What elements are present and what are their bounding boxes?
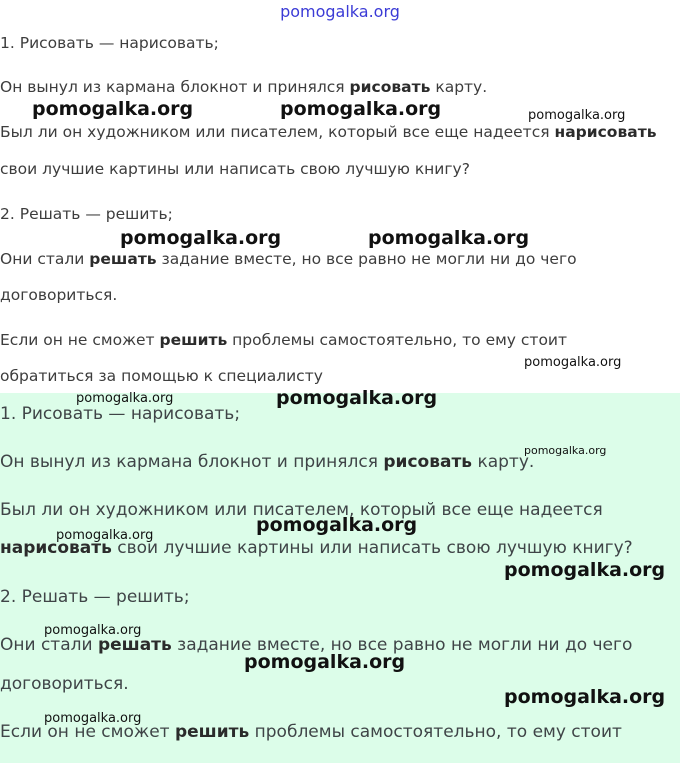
sentence-1: Он вынул из кармана блокнот и принялся рисовать карту. [0,78,488,96]
sentence-4: Если он не сможет решить проблемы самостоятельно, то ему стоит [0,722,622,742]
watermark: pomogalka.org [504,686,666,708]
sentence-2: Был ли он художником или писателем, который все еще надеется нарисовать [0,123,657,141]
sentence-3-cont: договориться. [0,286,118,304]
sentence-1: Он вынул из кармана блокнот и принялся рисовать карту. [0,452,535,472]
sentence-2-cont: нарисовать свои лучшие картины или написать свою лучшую книгу? [0,538,633,558]
sentence-2-cont: свои лучшие картины или написать свою лучшую книгу? [0,160,470,178]
heading-1: 1. Рисовать — нарисовать; [0,34,219,52]
heading-1: 1. Рисовать — нарисовать; [0,404,241,424]
watermark: pomogalka.org [524,355,622,370]
watermark: pomogalka.org [32,98,194,120]
watermark: pomogalka.org [76,391,174,406]
watermark: pomogalka.org [276,387,438,409]
answer-block-1 [0,26,680,394]
sentence-3: Они стали решать задание вместе, но все равно не могли ни до чего [0,250,577,268]
site-link[interactable]: pomogalka.org [280,2,400,21]
watermark: pomogalka.org [56,528,154,543]
sentence-4: Если он не сможет решить проблемы самостоятельно, то ему стоит [0,331,568,349]
watermark: pomogalka.org [256,514,418,536]
watermark: pomogalka.org [504,559,666,581]
sentence-2: Был ли он художником или писателем, который все еще надеется [0,500,603,520]
watermark: pomogalka.org [524,444,607,457]
watermark: pomogalka.org [44,711,142,726]
sentence-3: Они стали решать задание вместе, но все равно не могли ни до чего [0,635,633,655]
sentence-4-cont: обратиться за помощью к специалисту [0,367,323,385]
watermark: pomogalka.org [44,623,142,638]
heading-2: 2. Решать — решить; [0,587,190,607]
watermark: pomogalka.org [368,227,530,249]
watermark: pomogalka.org [120,227,282,249]
sentence-3-cont: договориться. [0,674,129,694]
watermark: pomogalka.org [528,108,626,123]
heading-2: 2. Решать — решить; [0,205,173,223]
watermark: pomogalka.org [280,98,442,120]
watermark: pomogalka.org [244,651,406,673]
